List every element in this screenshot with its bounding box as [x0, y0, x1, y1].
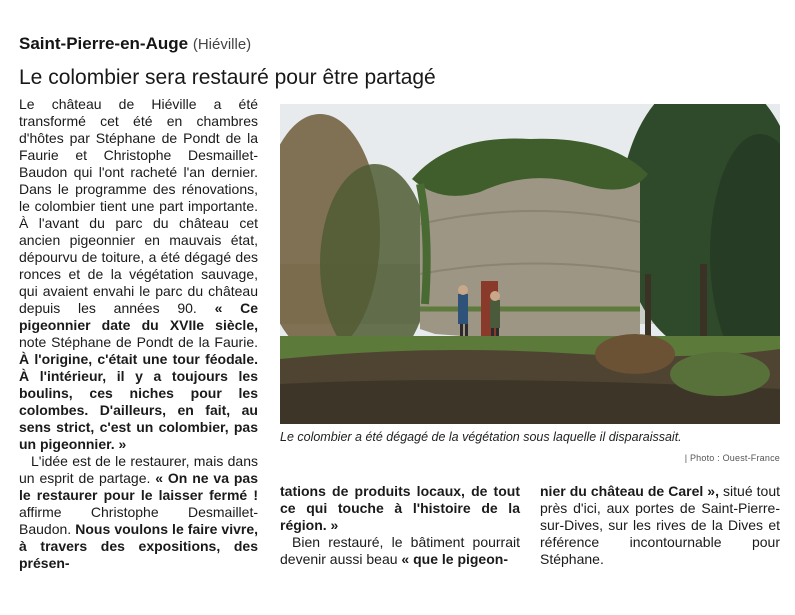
article-attribution: affirme Christophe Desmaillet-Baudon.: [19, 504, 258, 537]
headline: Le colombier sera restauré pour être partagé: [19, 66, 436, 89]
article-paragraph: [540, 483, 780, 568]
article-quote: « que le pigeon-: [401, 551, 508, 567]
article-quote: Nous voulons le faire vivre, à travers des expositions, des présen-: [19, 521, 259, 571]
kicker-town: Saint-Pierre-en-Auge: [19, 34, 189, 53]
article-text: L'idée est de le restaurer, mais dans un esprit de partage.: [19, 453, 258, 486]
photo-credit: | Photo : Ouest-France: [684, 453, 780, 463]
article-paragraph: [19, 453, 258, 572]
article-attribution: note Stéphane de Pondt de la Faurie.: [19, 334, 258, 350]
article-text: situé tout près d'ici, aux portes de Saint-Pierre-sur-Dives, sur les rives de la Dives et référence incontournable pour Stéphane.: [540, 483, 781, 567]
article-column-1: [19, 96, 258, 572]
colombier-photo-illustration: [280, 104, 780, 424]
article-column-3: [540, 483, 780, 568]
article-text: Bien restauré, le bâtiment pourrait devenir aussi beau: [280, 534, 520, 567]
article-quote: À l'origine, c'était une tour féodale. À l'intérieur, il y a toujours les boulins, ces niches pour les colombes. D'ailleurs, en fait, au sens strict, c'est un colombier, pas un pigeonnier. »: [19, 351, 258, 452]
kicker-village: (Hiéville): [192, 36, 252, 53]
article-quote: « On ne va pas le restaurer pour le laisser fermé !: [19, 470, 258, 503]
article-paragraph: [280, 534, 520, 568]
article-photo: [280, 104, 780, 424]
article-quote: nier du château de Carel »,: [540, 483, 719, 499]
kicker: [19, 34, 251, 54]
article-paragraph: [280, 483, 520, 534]
article-column-2: [280, 483, 520, 568]
article-quote: « Ce pigeonnier date du XVIIe siècle,: [19, 300, 259, 333]
photo-caption: Le colombier a été dégagé de la végétation sous laquelle il disparaissait.: [280, 430, 682, 444]
article-paragraph: [19, 96, 258, 453]
article-quote: tations de produits locaux, de tout ce qui touche à l'histoire de la région. »: [280, 483, 520, 533]
article-text: Le château de Hiéville a été transformé cet été en chambres d'hôtes par Stéphane de Pondt de la Faurie et Christophe Desmaillet-Baudon qui l'ont racheté l'an dernier. Dans le programme des rénovations, le colombier tient une part importante. À l'avant du parc du château cet ancien pigeonnier en mauvais état, dépourvu de toiture, a été dégagé des ronces et de la végétation sauvage, qui avaient envahi le parc du château depuis les années 90.: [19, 96, 258, 316]
